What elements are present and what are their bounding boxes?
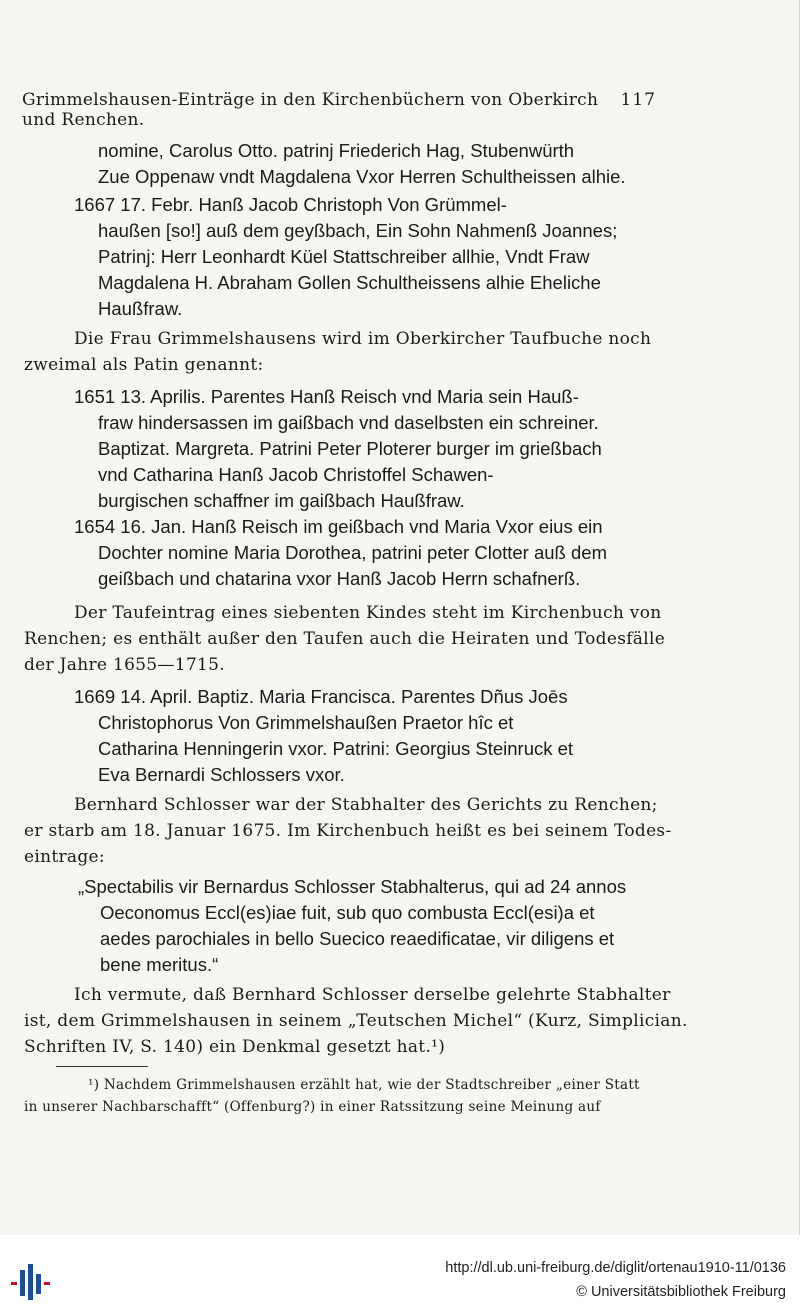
continued-entry xyxy=(98,138,656,190)
text-line: aedes parochiales in bello Suecico reaedificatae, vir diligens et xyxy=(100,928,615,949)
paragraph xyxy=(24,326,656,378)
text-line: bene meritus.“ xyxy=(100,954,219,975)
text-line: eintrage: xyxy=(24,847,105,867)
text-line: in unserer Nachbarschafft“ (Offenburg?) in einer Ratssitzung seine Meinung auf xyxy=(24,1099,601,1115)
text-line: Der Taufeintrag eines siebenten Kindes steht im Kirchenbuch von xyxy=(74,603,662,623)
baptism-entry-1651 xyxy=(74,384,656,514)
text-line: ist, dem Grimmelshausen in seinem „Teutschen Michel“ (Kurz, Simplician. xyxy=(24,1011,688,1031)
ub-freiburg-logo-icon[interactable] xyxy=(8,1260,52,1304)
text-line: ¹) Nachdem Grimmelshausen erzählt hat, wie der Stadtschreiber „einer Statt xyxy=(88,1077,640,1093)
paragraph xyxy=(24,982,688,1060)
paragraph xyxy=(24,792,672,870)
page-number: 117 xyxy=(620,90,656,110)
text-line: Schriften IV, S. 140) ein Denkmal gesetzt hat.¹) xyxy=(24,1037,446,1057)
text-line: burgischen schaffner im gaißbach Haußfraw. xyxy=(98,490,465,511)
text-line: Catharina Henningerin vxor. Patrini: Georgius Steinruck et xyxy=(98,738,574,759)
text-line: 1651 13. Aprilis. Parentes Hanß Reisch vnd Maria sein Hauß- xyxy=(74,386,579,407)
text-line: Baptizat. Margreta. Patrini Peter Ploterer burger im grießbach xyxy=(98,438,602,459)
text-line: haußen [so!] auß dem geyßbach, Ein Sohn Nahmenß Joannes; xyxy=(98,220,618,241)
text-line: vnd Catharina Hanß Jacob Christoffel Schawen- xyxy=(98,464,494,485)
text-line: nomine, Carolus Otto. patrinj Friederich Hag, Stubenwürth xyxy=(98,140,575,161)
baptism-entry-1667 xyxy=(74,192,656,322)
text-line: 1654 16. Jan. Hanß Reisch im geißbach vnd Maria Vxor eius ein xyxy=(74,516,603,537)
text-line: geißbach und chatarina vxor Hanß Jacob Herrn schafnerß. xyxy=(98,568,581,589)
running-title: Grimmelshausen-Einträge in den Kirchenbüchern von Oberkirch und Renchen. xyxy=(22,90,599,130)
text-line: 1669 14. April. Baptiz. Maria Francisca. Parentes Dñus Joēs xyxy=(74,686,568,707)
latin-quotation xyxy=(78,874,656,978)
text-line: zweimal als Patin genannt: xyxy=(24,355,264,375)
running-header xyxy=(22,90,656,130)
text-line: 1667 17. Febr. Hanß Jacob Christoph Von Grümmel- xyxy=(74,194,507,215)
text-line: Ich vermute, daß Bernhard Schlosser derselbe gelehrte Stabhalter xyxy=(74,985,671,1005)
text-line: „Spectabilis vir Bernardus Schlosser Stabhalterus, qui ad 24 annos xyxy=(78,876,627,897)
text-line: Patrinj: Herr Leonhardt Küel Stattschreiber allhie, Vndt Fraw xyxy=(98,246,590,267)
text-line: Dochter nomine Maria Dorothea, patrini peter Clotter auß dem xyxy=(98,542,607,563)
baptism-entry-1669 xyxy=(74,684,656,788)
text-line: er starb am 18. Januar 1675. Im Kirchenbuch heißt es bei seinem Todes- xyxy=(24,821,672,841)
text-line: Renchen; es enthält außer den Taufen auch die Heiraten und Todesfälle xyxy=(24,629,666,649)
text-line: Magdalena H. Abraham Gollen Schultheissens alhie Eheliche xyxy=(98,272,601,293)
footnote xyxy=(24,1074,656,1118)
text-line: fraw hindersassen im gaißbach vnd daselbsten ein schreiner. xyxy=(98,412,599,433)
copyright-notice: © Universitätsbibliothek Freiburg xyxy=(576,1284,786,1300)
text-line: Oeconomus Eccl(es)iae fuit, sub quo combusta Eccl(esi)a et xyxy=(100,902,595,923)
baptism-entry-1654 xyxy=(74,514,656,592)
text-line: der Jahre 1655—1715. xyxy=(24,655,225,675)
paragraph xyxy=(24,600,666,678)
text-line: Eva Bernardi Schlossers vxor. xyxy=(98,764,345,785)
footnote-rule xyxy=(56,1066,148,1067)
source-url-link[interactable]: http://dl.ub.uni-freiburg.de/diglit/ortenau1910-11/0136 xyxy=(445,1260,786,1276)
text-line: Bernhard Schlosser war der Stabhalter des Gerichts zu Renchen; xyxy=(74,795,658,815)
text-line: Zue Oppenaw vndt Magdalena Vxor Herren Schultheissen alhie. xyxy=(98,166,626,187)
text-line: Die Frau Grimmelshausens wird im Oberkircher Taufbuche noch xyxy=(74,329,652,349)
text-line: Haußfraw. xyxy=(98,298,183,319)
text-line: Christophorus Von Grimmelshaußen Praetor hîc et xyxy=(98,712,514,733)
